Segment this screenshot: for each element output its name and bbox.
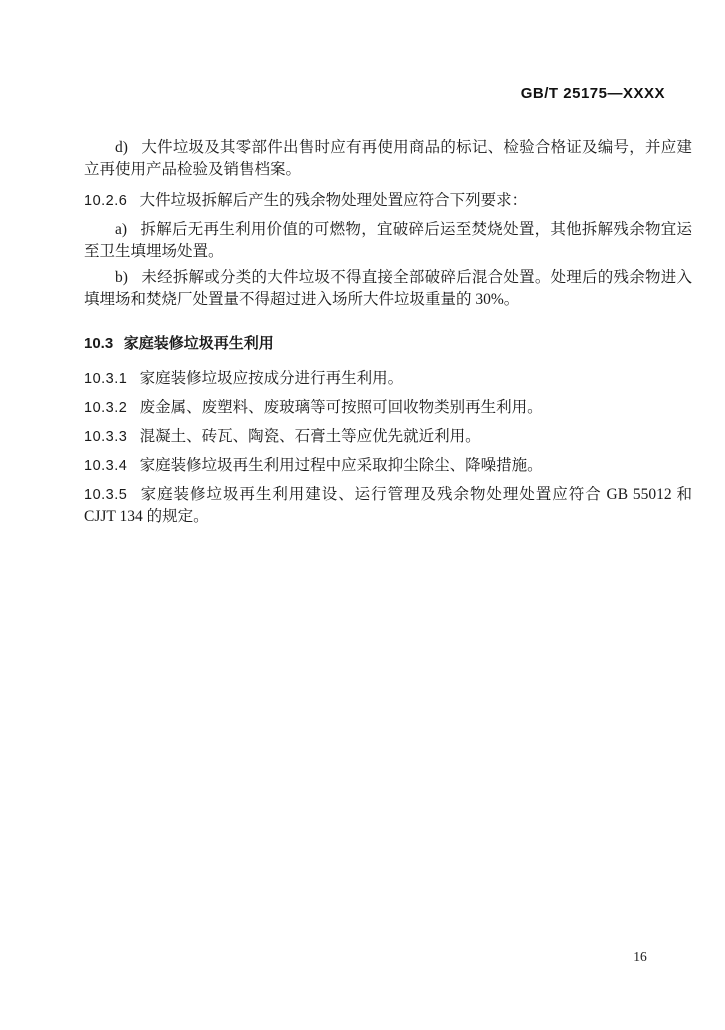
clause-number: 10.3.5 — [84, 487, 128, 503]
clause-10-2-6 — [84, 190, 692, 212]
paragraph-text: 未经拆解或分类的大件垃圾不得直接全部破碎后混合处置。处理后的残余物进入填埋场和焚烧厂处置量不得超过进入场所大件垃圾重量的 30%。 — [84, 269, 692, 308]
clause-number: 10.2.6 — [84, 193, 128, 209]
clause-10-3-3 — [84, 426, 692, 448]
clause-10-3-5 — [84, 484, 692, 528]
clause-number: 10.3.2 — [84, 400, 128, 416]
list-letter: d) — [115, 139, 128, 156]
section-heading-10-3 — [84, 333, 692, 355]
paragraph-text: 家庭装修垃圾应按成分进行再生利用。 — [139, 370, 404, 387]
clause-number: 10.3.1 — [84, 371, 128, 387]
paragraph-item-d — [84, 137, 692, 181]
paragraph-item-b — [84, 267, 692, 311]
paragraph-text: 混凝土、砖瓦、陶瓷、石膏土等应优先就近利用。 — [139, 428, 481, 445]
page-number: 16 — [633, 949, 647, 964]
paragraph-text: 家庭装修垃圾再生利用建设、运行管理及残余物处理处置应符合 GB 55012 和 CJJT 134 的规定。 — [84, 486, 692, 525]
paragraph-text: 大件垃圾拆解后产生的残余物处理处置应符合下列要求： — [139, 192, 528, 209]
paragraph-text: 家庭装修垃圾再生利用过程中应采取抑尘除尘、降噪措施。 — [139, 457, 543, 474]
paragraph-text: 大件垃圾及其零部件出售时应有再使用商品的标记、检验合格证及编号，并应建立再使用产品检验及销售档案。 — [84, 139, 692, 178]
document-standard-number: GB/T 25175—XXXX — [520, 85, 665, 102]
clause-number: 10.3.4 — [84, 458, 128, 474]
document-body — [84, 137, 692, 535]
clause-10-3-4 — [84, 455, 692, 477]
clause-10-3-2 — [84, 397, 692, 419]
paragraph-text: 拆解后无再生利用价值的可燃物，宜破碎后运至焚烧处置，其他拆解残余物宜运至卫生填埋场处置。 — [84, 221, 692, 260]
paragraph-text: 废金属、废塑料、废玻璃等可按照可回收物类别再生利用。 — [139, 399, 543, 416]
clause-number: 10.3.3 — [84, 429, 128, 445]
section-number: 10.3 — [84, 335, 114, 352]
list-letter: a) — [115, 221, 128, 238]
list-letter: b) — [115, 269, 128, 286]
clause-10-3-1 — [84, 368, 692, 390]
section-title: 家庭装修垃圾再生利用 — [123, 335, 274, 352]
paragraph-item-a — [84, 219, 692, 263]
